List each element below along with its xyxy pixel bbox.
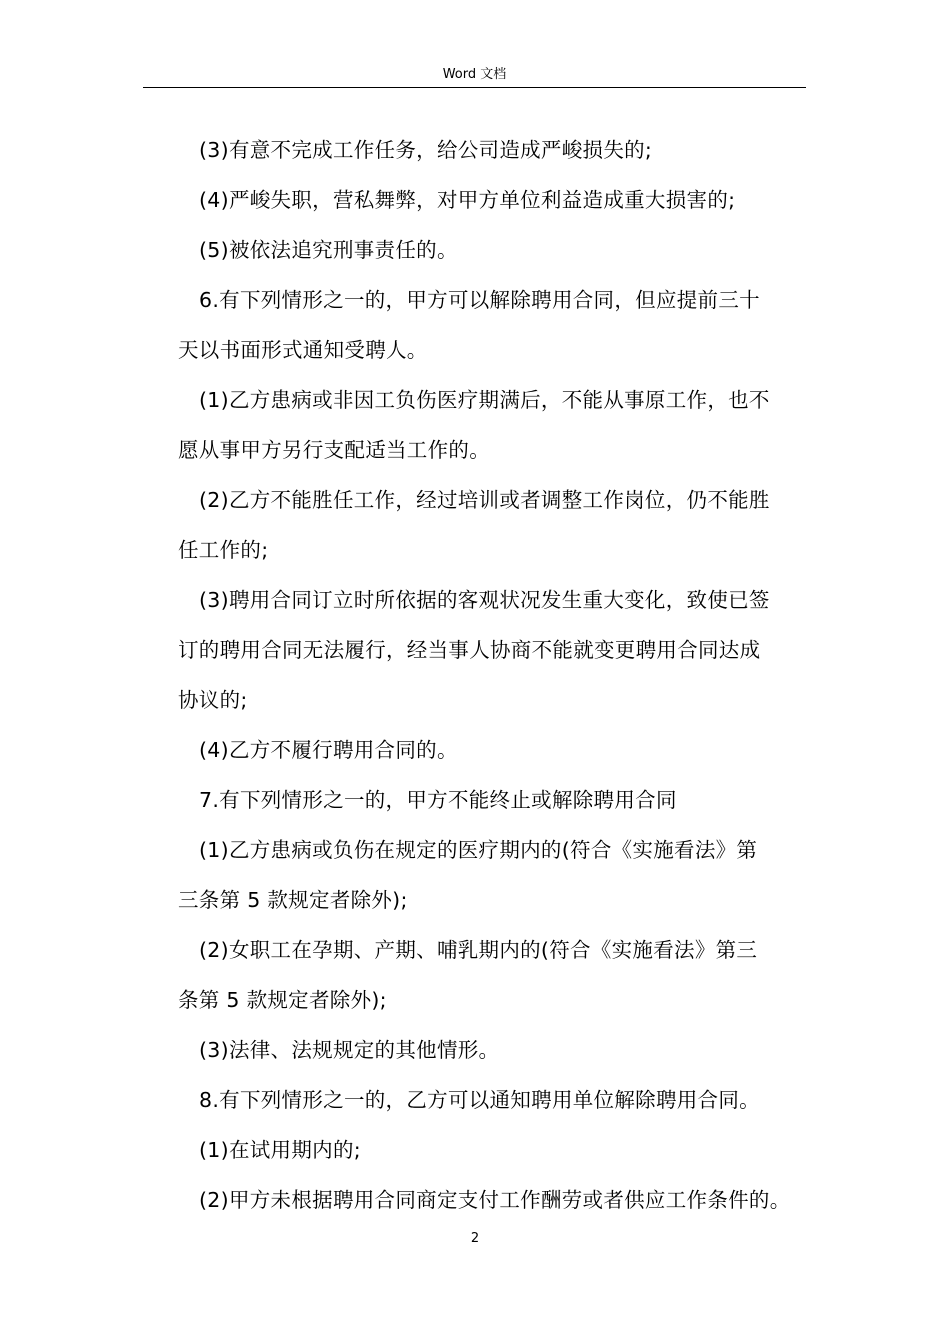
paragraph-line: 条第 5 款规定者除外); xyxy=(178,988,387,1012)
paragraph-line: (3)法律、法规规定的其他情形。 xyxy=(199,1038,500,1062)
paragraph-line: (4)严峻失职，营私舞弊，对甲方单位利益造成重大损害的; xyxy=(199,188,736,212)
paragraph-line: (5)被依法追究刑事责任的。 xyxy=(199,238,458,262)
paragraph-line: (3)有意不完成工作任务，给公司造成严峻损失的; xyxy=(199,138,653,162)
paragraph-line: 天以书面形式通知受聘人。 xyxy=(178,338,428,362)
header-divider xyxy=(143,87,806,88)
paragraph-line: 7.有下列情形之一的，甲方不能终止或解除聘用合同 xyxy=(199,788,677,812)
paragraph-line: (3)聘用合同订立时所依据的客观状况发生重大变化，致使已签 xyxy=(199,588,770,612)
paragraph-line: 三条第 5 款规定者除外); xyxy=(178,888,408,912)
paragraph-line: (1)乙方患病或负伤在规定的医疗期内的(符合《实施看法》第 xyxy=(199,838,758,862)
page-header: Word 文档 xyxy=(442,67,507,82)
paragraph-line: (4)乙方不履行聘用合同的。 xyxy=(199,738,458,762)
paragraph-line: 任工作的; xyxy=(178,538,269,562)
paragraph-line: 6.有下列情形之一的，甲方可以解除聘用合同，但应提前三十 xyxy=(199,288,760,312)
paragraph-line: 愿从事甲方另行支配适当工作的。 xyxy=(178,438,490,462)
paragraph-line: (2)甲方未根据聘用合同商定支付工作酬劳或者供应工作条件的。 xyxy=(199,1188,791,1212)
page-number: 2 xyxy=(470,1231,480,1246)
paragraph-line: 订的聘用合同无法履行，经当事人协商不能就变更聘用合同达成 xyxy=(178,638,761,662)
paragraph-line: 8.有下列情形之一的，乙方可以通知聘用单位解除聘用合同。 xyxy=(199,1088,760,1112)
paragraph-line: (1)乙方患病或非因工负伤医疗期满后，不能从事原工作，也不 xyxy=(199,388,770,412)
paragraph-line: 协议的; xyxy=(178,688,248,712)
paragraph-line: (2)女职工在孕期、产期、哺乳期内的(符合《实施看法》第三 xyxy=(199,938,758,962)
document-body xyxy=(178,125,818,1225)
paragraph-line: (2)乙方不能胜任工作，经过培训或者调整工作岗位，仍不能胜 xyxy=(199,488,770,512)
paragraph-line: (1)在试用期内的; xyxy=(199,1138,361,1162)
